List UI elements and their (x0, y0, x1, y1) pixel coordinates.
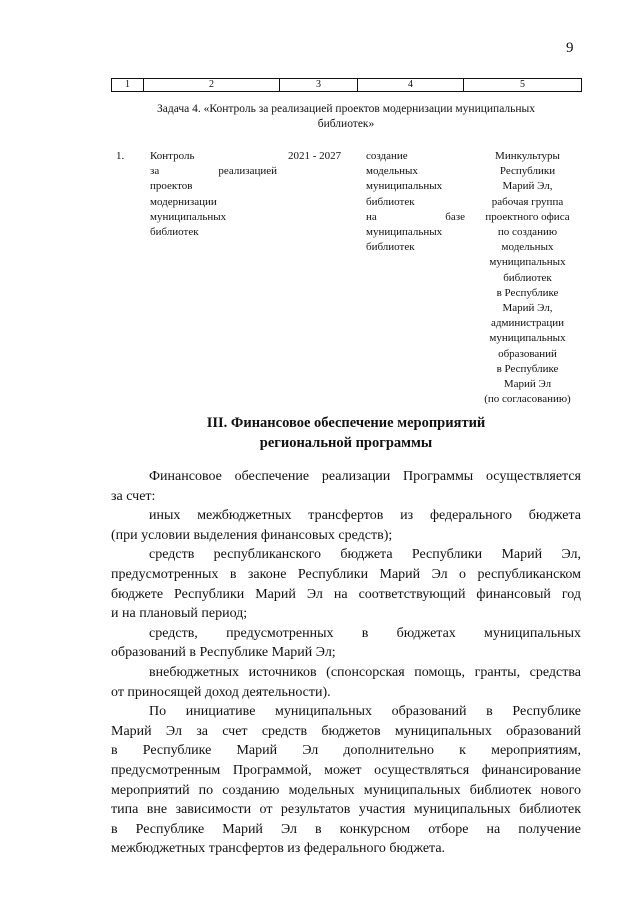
responsible-line: проектного офиса (485, 210, 570, 223)
paragraph (111, 663, 581, 702)
paragraph (111, 467, 581, 506)
responsible-line: рабочая группа (491, 195, 564, 208)
result-line: муниципальных (366, 180, 443, 193)
activity-name-line: за реализацией (150, 165, 277, 178)
result-line: модельных (366, 165, 418, 178)
column-header-cell: 4 (358, 79, 464, 92)
row-period (288, 149, 356, 164)
row-activity-name (150, 149, 277, 240)
column-header-cell: 2 (144, 79, 280, 92)
result-line: библиотек (366, 241, 415, 254)
text-line: (при условии выделения финансовых средств); (111, 527, 393, 543)
column-header-cell: 5 (464, 79, 582, 92)
text-line: типа вне зависимости от результатов участия муниципальных библиотек (111, 802, 581, 818)
responsible-line: Марий Эл, (502, 302, 553, 315)
text-line: и на плановый период; (111, 606, 248, 622)
activity-name-line: Контроль (150, 150, 195, 162)
column-header-table (111, 78, 582, 92)
text-line: в Республике Марий Эл дополнительно к мероприятиям, (111, 743, 581, 759)
text-line: от приносящей доход деятельности). (111, 684, 331, 700)
text-line: средств республиканского бюджета Республики Марий Эл, (149, 547, 581, 563)
section-title-line: III. Финансовое обеспечение мероприятий (206, 415, 486, 431)
result-line: библиотек (366, 195, 415, 208)
text-line: в Республике Марий Эл в конкурсном отборе на получение (111, 821, 581, 837)
text-line: По инициативе муниципальных образований в Республике (149, 704, 581, 720)
text-line: образований в Республике Марий Эл; (111, 645, 336, 661)
result-line: на базе (366, 210, 465, 223)
activity-name-line: проектов (150, 180, 193, 193)
responsible-line: библиотек (503, 271, 552, 284)
responsible-line: модельных (501, 241, 554, 254)
text-line: предусмотренным Программой, может осуществляться финансирование (111, 762, 581, 778)
responsible-line: образований (498, 347, 557, 360)
paragraph (111, 545, 581, 623)
text-line: мероприятий по созданию модельных муниципальных библиотек нового (111, 782, 581, 798)
result-line: создание (366, 150, 408, 162)
text-line: Марий Эл за счет средств бюджетов муниципальных образований (111, 723, 581, 739)
text-line: предусмотренных в законе Республики Марий Эл о республиканском (111, 566, 581, 582)
activity-name-line: библиотек (150, 226, 199, 239)
text-line: межбюджетных трансфертов из федерального бюджета. (111, 841, 446, 857)
task-title-line: библиотек» (317, 118, 375, 130)
responsible-line: муниципальных (489, 332, 566, 345)
column-header-row (112, 79, 582, 92)
activity-name-line: муниципальных (150, 210, 227, 223)
column-header-cell: 1 (112, 79, 144, 92)
responsible-line: по созданию (497, 226, 558, 239)
responsible-line: Марий Эл, (502, 180, 553, 193)
paragraph (111, 702, 581, 859)
row-result (366, 149, 465, 255)
responsible-line: (по согласованию) (484, 393, 571, 406)
body-text (111, 467, 581, 859)
row-number (116, 149, 136, 164)
responsible-line: в Республике (496, 362, 559, 375)
text-line: бюджете Республики Марий Эл на соответствующий финансовый год (111, 586, 581, 602)
text-line: Финансовое обеспечение реализации Программы осуществляется (149, 469, 581, 484)
text-line: средств, предусмотренных в бюджетах муниципальных (149, 625, 581, 641)
section-title (111, 413, 581, 453)
responsible-line: Республики (499, 165, 556, 178)
section-title-line: региональной программы (259, 435, 433, 451)
responsible-line: Минкультуры (495, 150, 560, 162)
text-line: иных межбюджетных трансфертов из федерального бюджета (149, 508, 581, 524)
responsible-line: администрации (491, 317, 564, 330)
row-number-text: 1. (116, 150, 125, 162)
responsible-line: Марий Эл (503, 378, 552, 391)
responsible-line: муниципальных (489, 256, 566, 269)
task-title-line: Задача 4. «Контроль за реализацией проектов модернизации муниципальных (156, 103, 536, 115)
column-header-cell: 3 (280, 79, 358, 92)
task-title (111, 102, 581, 132)
result-line: муниципальных (366, 226, 443, 239)
paragraph (111, 506, 581, 545)
text-line: за счет: (111, 488, 156, 504)
page-number: 9 (566, 40, 574, 56)
paragraph (111, 624, 581, 663)
period-text: 2021 - 2027 (288, 150, 342, 162)
row-responsible (470, 149, 585, 407)
activity-name-line: модернизации (150, 195, 217, 208)
text-line: внебюджетных источников (спонсорская помощь, гранты, средства (149, 664, 581, 680)
responsible-line: в Республике (496, 286, 559, 299)
